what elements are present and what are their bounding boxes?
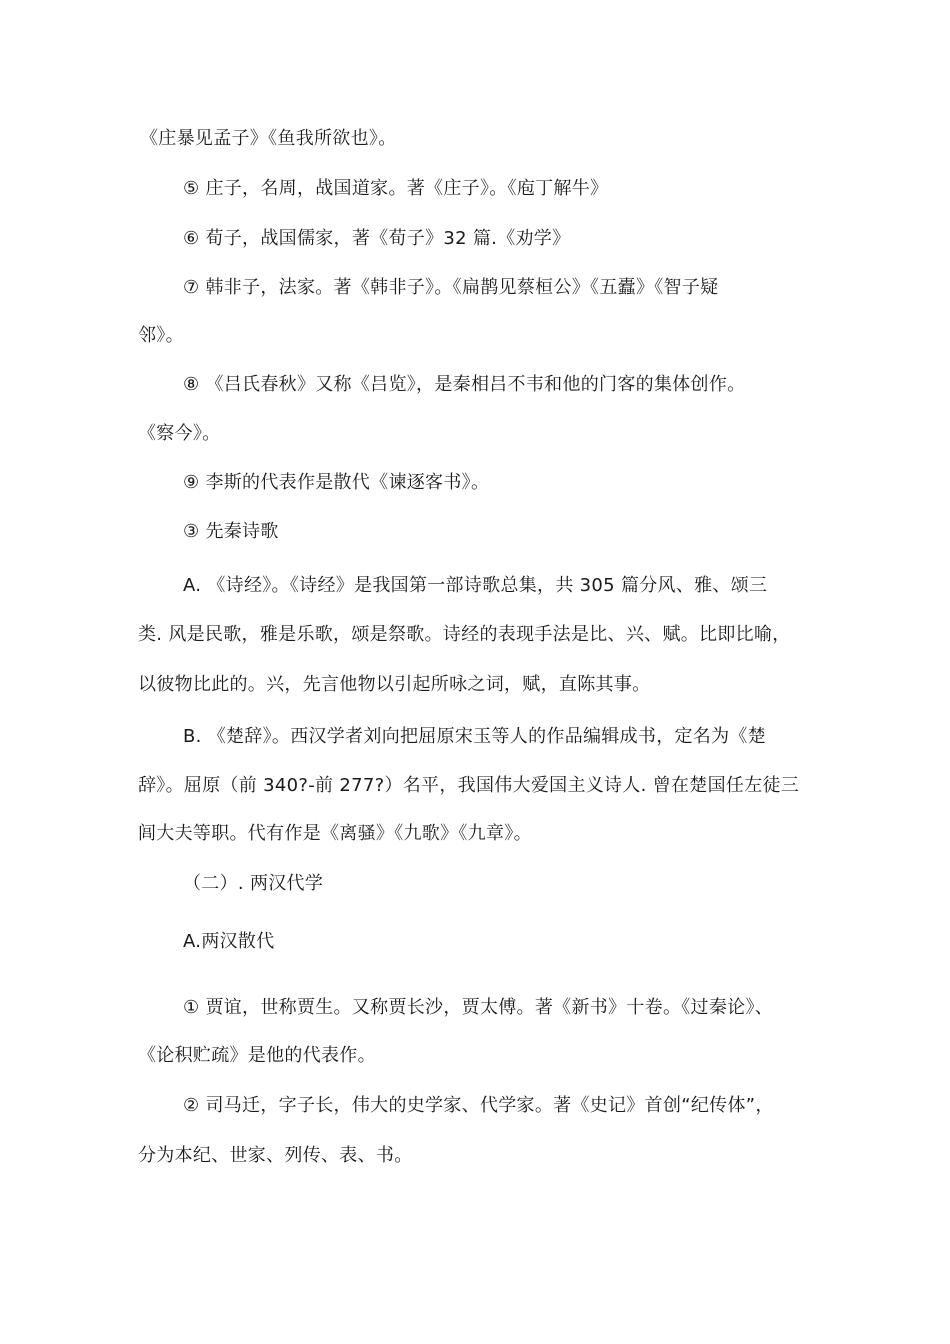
text-line: ⑨ 李斯的代表作是散代《谏逐客书》。	[183, 472, 490, 493]
text-line: 辞》。屈原（前 340?-前 277?）名平，我国伟大爱国主义诗人. 曾在楚国任左徒三	[138, 775, 800, 796]
text-line: B. 《楚辞》。西汉学者刘向把屈原宋玉等人的作品编辑成书，定名为《楚	[183, 726, 766, 747]
text-line: ③ 先秦诗歌	[183, 521, 279, 542]
text-line: 闾大夫等职。代有作是《离骚》《九歌》《九章》。	[138, 823, 532, 844]
text-line: ① 贾谊，世称贾生。又称贾长沙，贾太傅。著《新书》十卷。《过秦论》、	[183, 997, 774, 1018]
text-line: 以彼物比此的。兴，先言他物以引起所咏之词，赋，直陈其事。	[138, 674, 651, 695]
text-line: A. 《诗经》。《诗经》是我国第一部诗歌总集，共 305 篇分风、雅、颂三	[183, 575, 768, 596]
text-line: 类. 风是民歌，雅是乐歌，颂是祭歌。诗经的表现手法是比、兴、赋。比即比喻，	[138, 624, 791, 645]
section-heading: （二）. 两汉代学	[183, 873, 324, 894]
text-line: 分为本纪、世家、列传、表、书。	[138, 1145, 413, 1166]
text-line: ⑥ 荀子，战国儒家，著《荀子》32 篇.《劝学》	[183, 228, 571, 249]
text-line: 《察今》。	[138, 423, 221, 444]
text-line: 《庄暴见孟子》《鱼我所欲也》。	[140, 128, 397, 149]
text-line: ⑤ 庄子，名周，战国道家。著《庄子》。《庖丁解牛》	[183, 178, 609, 199]
text-line: ② 司马迁，字子长，伟大的史学家、代学家。著《史记》首创“纪传体”，	[183, 1095, 774, 1116]
subsection-heading: A.两汉散代	[183, 931, 275, 952]
text-line: ⑧ 《吕氏春秋》又称《吕览》，是秦相吕不韦和他的门客的集体创作。	[183, 374, 746, 395]
text-line: ⑦ 韩非子，法家。著《韩非子》。《扁鹊见蔡桓公》《五蠹》《智子疑	[183, 277, 719, 298]
text-line: 邻》。	[138, 325, 184, 346]
text-line: 《论积贮疏》是他的代表作。	[138, 1045, 376, 1066]
